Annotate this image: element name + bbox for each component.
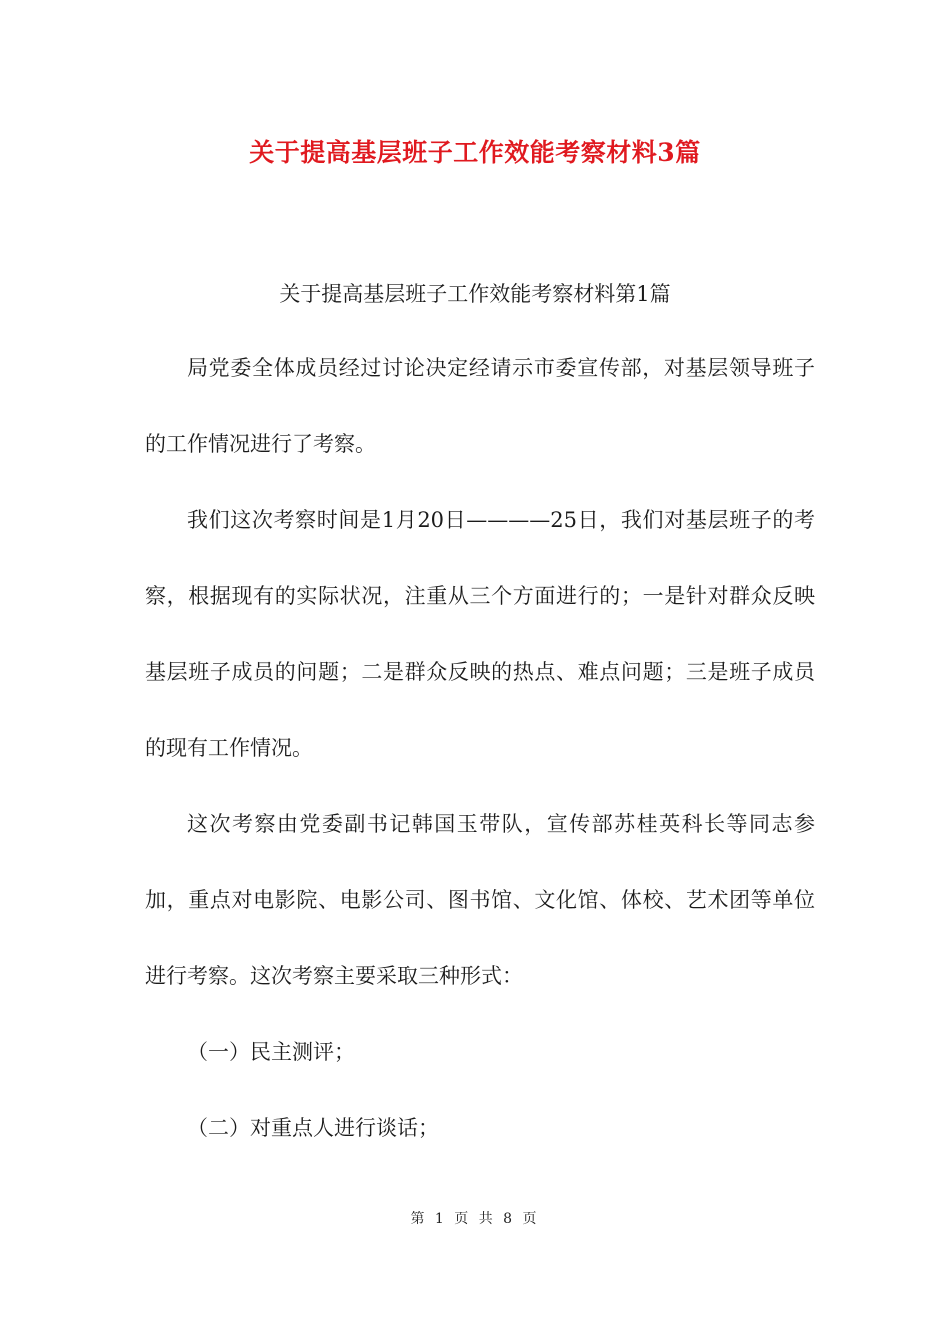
paragraph-1: 局党委全体成员经过讨论决定经请示市委宣传部，对基层领导班子的工作情况进行了考察。 [145, 356, 815, 456]
page-footer: 第 1 页 共 8 页 [410, 1211, 540, 1227]
paragraph-2: 我们这次考察时间是1月20日————25日，我们对基层班子的考察，根据现有的实际状况，注重从三个方面进行的；一是针对群众反映基层班子成员的问题；二是群众反映的热点、难点问题；三是班子成员的现有工作情况。 [145, 508, 815, 760]
section-subtitle: 关于提高基层班子工作效能考察材料第1篇 [279, 282, 671, 306]
list-item-1: （一）民主测评； [187, 1040, 355, 1064]
list-item-2: （二）对重点人进行谈话； [187, 1116, 439, 1140]
document-body [145, 330, 815, 1166]
document-title: 关于提高基层班子工作效能考察材料3篇 [249, 138, 701, 167]
paragraph-3: 这次考察由党委副书记韩国玉带队，宣传部苏桂英科长等同志参加，重点对电影院、电影公司、图书馆、文化馆、体校、艺术团等单位进行考察。这次考察主要采取三种形式： [145, 812, 815, 988]
